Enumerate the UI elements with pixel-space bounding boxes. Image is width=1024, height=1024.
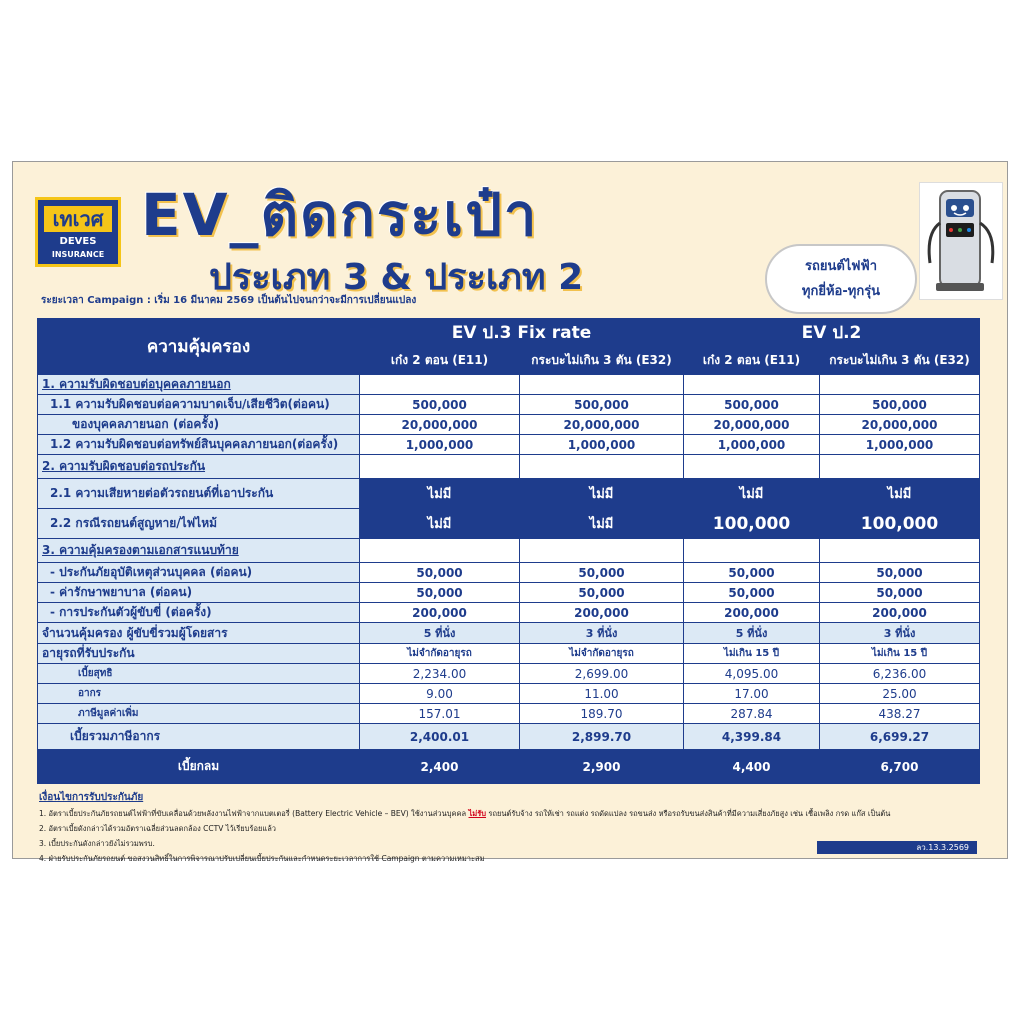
table-row [38,395,980,415]
cell-value: 50,000 [360,563,520,583]
col-header: เก๋ง 2 ตอน (E11) [360,347,520,375]
cell-value: 50,000 [684,563,820,583]
table-row [38,704,980,724]
table-row [38,375,980,395]
cell-value: 2,899.70 [520,724,684,750]
poster-subtitle: ประเภท 3 & ประเภท 2 [209,257,584,298]
conditions [39,790,999,868]
condition-1 [39,808,999,820]
cell-value: 6,236.00 [820,664,980,684]
row-label: อายุรถที่รับประกัน [38,644,360,664]
cell-value: 3 ที่นั่ง [520,623,684,644]
cell-value: 50,000 [684,583,820,603]
cell-value: ไม่มี [820,479,980,509]
table-header-row [38,319,980,347]
cell-value: 500,000 [684,395,820,415]
cell-value: 200,000 [820,603,980,623]
table-row [38,684,980,704]
condition-2: 2. อัตราเบี้ยดังกล่าวได้รวมอัตราเฉลี่ยส่วนลดกล้อง CCTV ไว้เรียบร้อยแล้ว [39,824,277,833]
cell-value: 11.00 [520,684,684,704]
cell-value: ไม่เกิน 15 ปี [684,644,820,664]
condition-1-highlight: ไม่รับ [468,809,487,818]
row-label: เบี้ยกลม [38,750,360,784]
cell-value: ไม่มี [360,479,520,509]
cell-value: 50,000 [520,583,684,603]
cell-value: 50,000 [360,583,520,603]
cell-value: 200,000 [360,603,520,623]
logo-thai-text: เทเวศ [44,206,112,232]
coverage-header: ความคุ้มครอง [38,319,360,375]
row-label: 1.2 ความรับผิดชอบต่อทรัพย์สินบุคคลภายนอก(ต่อครั้ง) [38,435,360,455]
cell-value: 20,000,000 [520,415,684,435]
cell-value: 4,400 [684,750,820,784]
table-row [38,539,980,563]
cell-value: ไม่เกิน 15 ปี [820,644,980,664]
cloud-line-2: ทุกยี่ห้อ-ทุกรุ่น [801,284,881,299]
cell-value: 20,000,000 [820,415,980,435]
cell-value: 25.00 [820,684,980,704]
table-row [38,479,980,509]
table-row [38,664,980,684]
cell-value: ไม่มี [520,509,684,539]
condition-1b: รถยนต์รับจ้าง รถให้เช่า รถแต่ง รถดัดแปลง รถขนส่ง หรือรถรับขนส่งสินค้าที่มีความเสี่ยงภัยสูง เช่น เชื้อเพลิง กรด แก๊ส เป็นต้น [488,809,891,818]
cell-value: 6,700 [820,750,980,784]
table-row-round [38,750,980,784]
cell-value: 189.70 [520,704,684,724]
row-label: 2.2 กรณีรถยนต์สูญหาย/ไฟไหม้ [38,509,360,539]
table-row [38,623,980,644]
col-header: กระบะไม่เกิน 3 ตัน (E32) [520,347,684,375]
cell-value: 50,000 [820,563,980,583]
deves-logo [35,197,121,267]
poster-title: EV_ติดกระเป๋า [141,181,539,249]
cell-value: 9.00 [360,684,520,704]
cell-value: 500,000 [360,395,520,415]
table-row [38,435,980,455]
logo-en-text: DEVES [59,236,97,247]
cell-value: 50,000 [820,583,980,603]
cell-value: 500,000 [520,395,684,415]
cell-value: 17.00 [684,684,820,704]
cell-value: 2,234.00 [360,664,520,684]
cell-value: 50,000 [520,563,684,583]
ev-brands-cloud [765,244,917,314]
table-row [38,415,980,435]
section-title: 3. ความคุ้มครองตามเอกสารแนบท้าย [38,539,360,563]
cell-value: 200,000 [684,603,820,623]
cell-value: 200,000 [520,603,684,623]
cell-value: 2,400 [360,750,520,784]
cell-value: 1,000,000 [360,435,520,455]
cell-value: 157.01 [360,704,520,724]
row-label: ของบุคคลภายนอก (ต่อครั้ง) [38,415,360,435]
document-date: ลว.13.3.2569 [817,841,977,854]
row-label: อากร [38,684,360,704]
table-row [38,455,980,479]
row-label: เบี้ยรวมภาษีอากร [38,724,360,750]
cell-value: 1,000,000 [820,435,980,455]
row-label: เบี้ยสุทธิ [38,664,360,684]
cell-value: 100,000 [684,509,820,539]
cell-value: 2,699.00 [520,664,684,684]
cell-value: 3 ที่นั่ง [820,623,980,644]
cell-value: 20,000,000 [684,415,820,435]
cell-value: 2,400.01 [360,724,520,750]
group-ev-p2: EV ป.2 [684,319,980,347]
row-label: - การประกันตัวผู้ขับขี่ (ต่อครั้ง) [38,603,360,623]
col-header: เก๋ง 2 ตอน (E11) [684,347,820,375]
row-label: 2.1 ความเสียหายต่อตัวรถยนต์ที่เอาประกัน [38,479,360,509]
cell-value: 1,000,000 [520,435,684,455]
condition-3: 3. เบี้ยประกันดังกล่าวยังไม่รวมพรบ. [39,839,155,848]
ev-charger-mascot-icon [919,182,1003,300]
condition-1a: 1. อัตราเบี้ยประกันภัยรถยนต์ไฟฟ้าที่ขับเคลื่อนด้วยพลังงานไฟฟ้าจากแบตเตอรี่ (Battery Electric Vehicle – BEV) ใช้งานส่วนบุคคล [39,809,467,818]
row-label: จำนวนคุ้มครอง ผู้ขับขี่รวมผู้โดยสาร [38,623,360,644]
cell-value: 4,095.00 [684,664,820,684]
cell-value: 1,000,000 [684,435,820,455]
row-label: - ประกันภัยอุบัติเหตุส่วนบุคคล (ต่อคน) [38,563,360,583]
row-label: ภาษีมูลค่าเพิ่ม [38,704,360,724]
logo-en-sub: INSURANCE [51,250,105,259]
table-row [38,603,980,623]
row-label: - ค่ารักษาพยาบาล (ต่อคน) [38,583,360,603]
table-row [38,724,980,750]
cell-value: 20,000,000 [360,415,520,435]
cell-value: 5 ที่นั่ง [684,623,820,644]
row-label: 1.1 ความรับผิดชอบต่อความบาดเจ็บ/เสียชีวิต(ต่อคน) [38,395,360,415]
section-title: 2. ความรับผิดชอบต่อรถประกัน [38,455,360,479]
condition-4: 4. ฝ่ายรับประกันภัยรถยนต์ ขอสงวนสิทธิ์ในการพิจารณาปรับเปลี่ยนเบี้ยประกันและกำหนดระยะเวลาการใช้ Campaign ตามความเหมาะสม [39,854,485,863]
cell-value: 5 ที่นั่ง [360,623,520,644]
cell-value: 2,900 [520,750,684,784]
cell-value: 287.84 [684,704,820,724]
cloud-line-1: รถยนต์ไฟฟ้า [804,259,878,274]
table-row [38,583,980,603]
cell-value: 4,399.84 [684,724,820,750]
cell-value: ไม่จำกัดอายุรถ [520,644,684,664]
cell-value: 500,000 [820,395,980,415]
cell-value: 6,699.27 [820,724,980,750]
col-header: กระบะไม่เกิน 3 ตัน (E32) [820,347,980,375]
cell-value: ไม่มี [684,479,820,509]
cell-value: ไม่มี [520,479,684,509]
conditions-heading: เงื่อนไขการรับประกันภัย [39,792,144,803]
cell-value: 100,000 [820,509,980,539]
campaign-period: ระยะเวลา Campaign : เริ่ม 16 มีนาคม 2569 เป็นต้นไปจนกว่าจะมีการเปลี่ยนแปลง [41,295,417,306]
coverage-table [37,318,980,784]
group-ev-p3: EV ป.3 Fix rate [360,319,684,347]
ev-insurance-poster [12,161,1008,863]
cell-value: ไม่จำกัดอายุรถ [360,644,520,664]
section-title: 1. ความรับผิดชอบต่อบุคคลภายนอก [38,375,360,395]
cell-value: 438.27 [820,704,980,724]
table-row [38,644,980,664]
cell-value: ไม่มี [360,509,520,539]
table-row [38,563,980,583]
table-row [38,509,980,539]
